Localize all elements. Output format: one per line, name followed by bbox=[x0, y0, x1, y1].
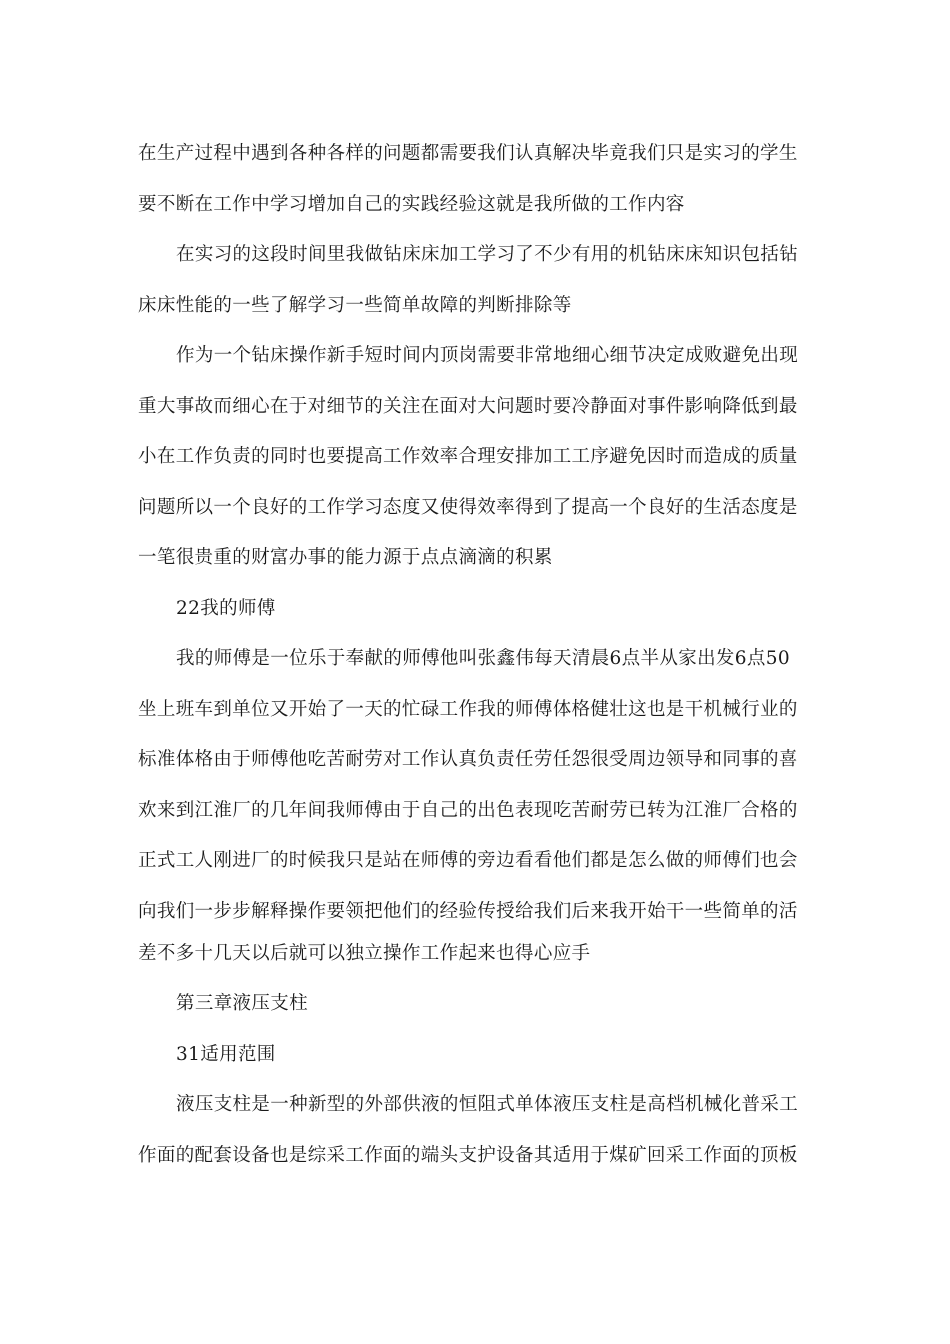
text-line: 在生产过程中遇到各种各样的问题都需要我们认真解决毕竟我们只是实习的学生 bbox=[138, 143, 798, 164]
paragraph-start-line: 液压支柱是一种新型的外部供液的恒阻式单体液压支柱是高档机械化普采工 bbox=[176, 1094, 799, 1115]
text-line: 坐上班车到单位又开始了一天的忙碌工作我的师傅体格健壮这也是干机械行业的 bbox=[138, 699, 798, 720]
paragraph-start-line: 作为一个钻床操作新手短时间内顶岗需要非常地细心细节决定成败避免出现 bbox=[176, 345, 799, 366]
paragraph-start-line: 我的师傅是一位乐于奉献的师傅他叫张鑫伟每天清晨6点半从家出发6点50 bbox=[176, 648, 790, 669]
text-line: 差不多十几天以后就可以独立操作工作起来也得心应手 bbox=[138, 943, 591, 964]
text-line: 标准体格由于师傅他吃苦耐劳对工作认真负责任劳任怨很受周边领导和同事的喜 bbox=[138, 749, 798, 770]
text-line: 问题所以一个良好的工作学习态度又使得效率得到了提高一个良好的生活态度是 bbox=[138, 497, 798, 518]
chapter-heading: 第三章液压支柱 bbox=[176, 993, 308, 1014]
text-line: 小在工作负责的同时也要提高工作效率合理安排加工工序避免因时而造成的质量 bbox=[138, 446, 798, 467]
text-line: 正式工人刚进厂的时候我只是站在师傅的旁边看看他们都是怎么做的师傅们也会 bbox=[138, 850, 798, 871]
text-line: 向我们一步步解释操作要领把他们的经验传授给我们后来我开始干一些简单的活 bbox=[138, 901, 798, 922]
section-heading: 22我的师傅 bbox=[176, 598, 276, 619]
text-line: 作面的配套设备也是综采工作面的端头支护设备其适用于煤矿回采工作面的顶板 bbox=[138, 1145, 798, 1166]
section-heading: 31适用范围 bbox=[176, 1044, 276, 1065]
text-line: 欢来到江淮厂的几年间我师傅由于自己的出色表现吃苦耐劳已转为江淮厂合格的 bbox=[138, 800, 798, 821]
text-line: 一笔很贵重的财富办事的能力源于点点滴滴的积累 bbox=[138, 547, 553, 568]
text-line: 重大事故而细心在于对细节的关注在面对大问题时要冷静面对事件影响降低到最 bbox=[138, 396, 798, 417]
paragraph-start-line: 在实习的这段时间里我做钻床床加工学习了不少有用的机钻床床知识包括钻 bbox=[176, 244, 799, 265]
text-line: 床床性能的一些了解学习一些简单故障的判断排除等 bbox=[138, 295, 572, 316]
text-line: 要不断在工作中学习增加自己的实践经验这就是我所做的工作内容 bbox=[138, 194, 685, 215]
